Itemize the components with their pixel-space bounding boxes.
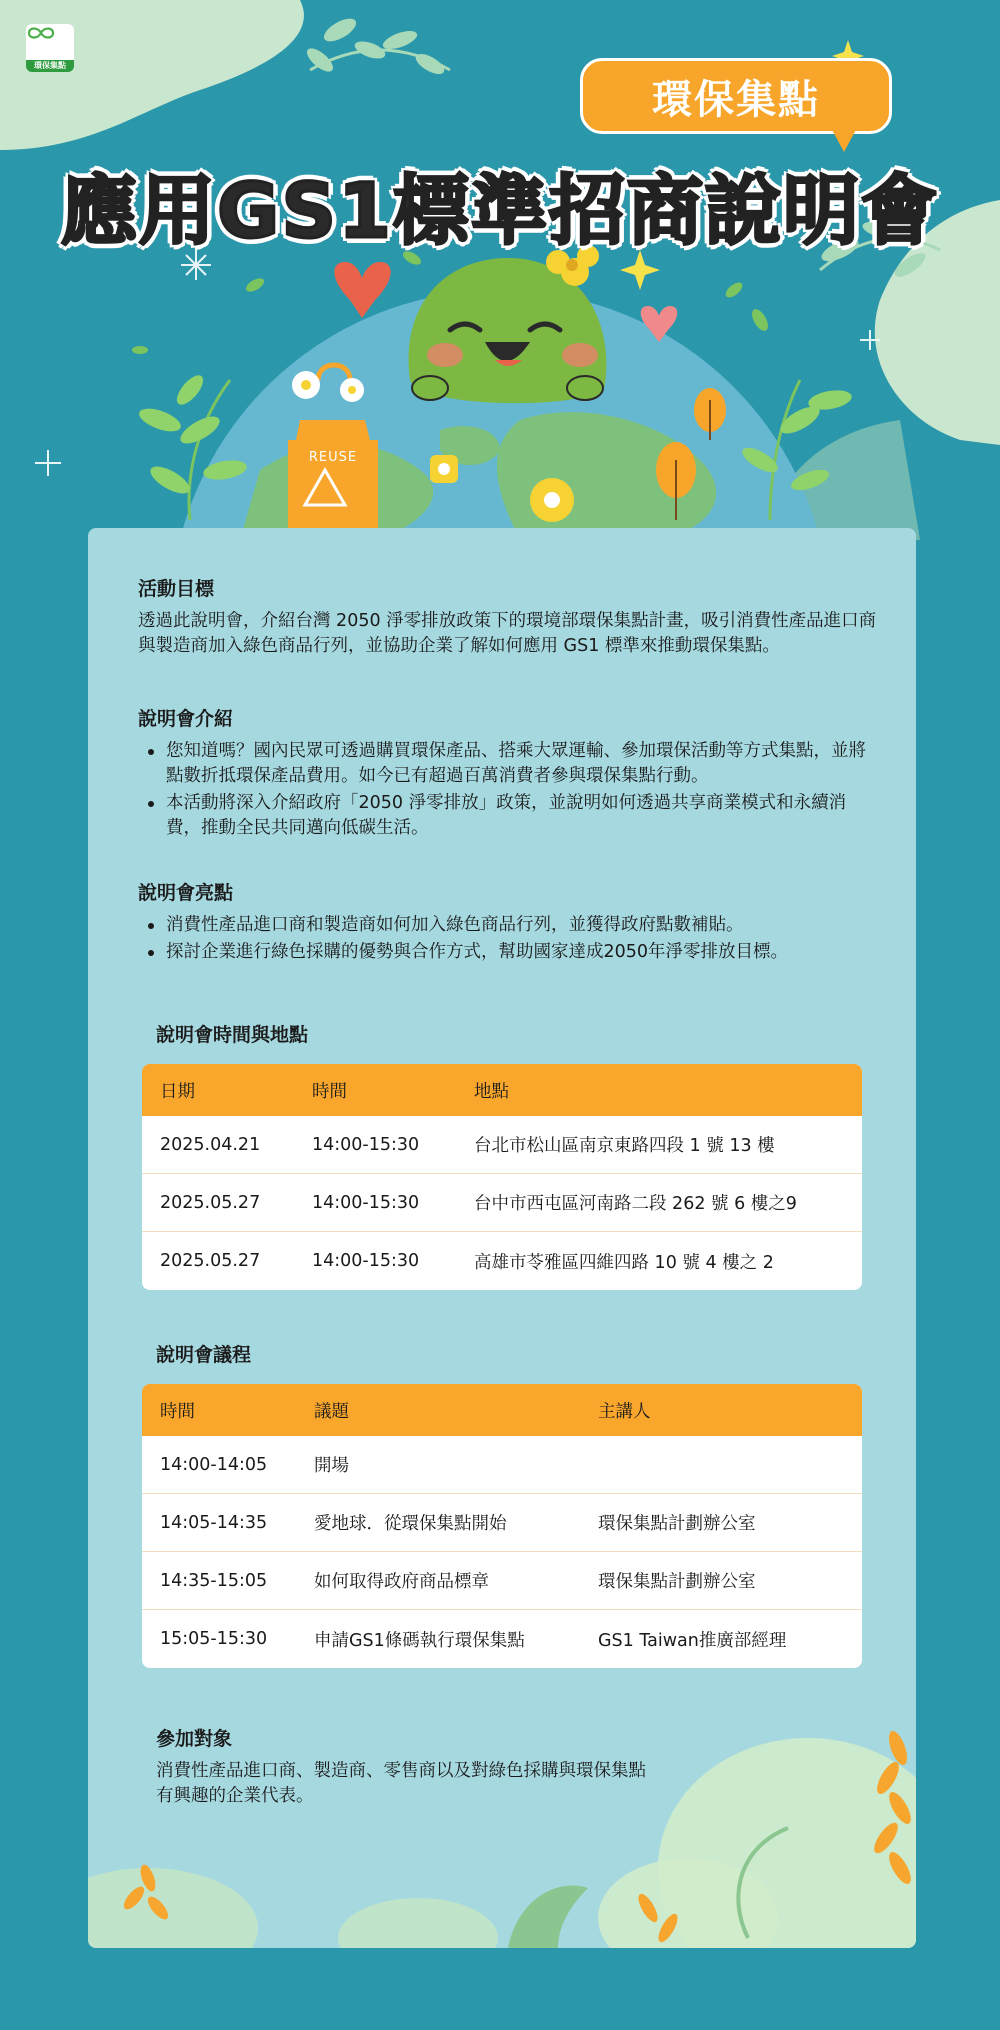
time-cell: 14:00-15:30 — [312, 1134, 420, 1155]
badge-tail — [830, 126, 858, 152]
speaker-cell: 環保集點計劃辦公室 — [598, 1572, 756, 1592]
heart-icon — [334, 262, 390, 318]
topic-cell: 如何取得政府商品標章 — [314, 1572, 489, 1592]
objective-text: 透過此說明會，介紹台灣 2050 淨零排放政策下的環境部環保集點計畫，吸引消費性產品進口商與製造商加入綠色商品行列，並協助企業了解如何應用 GS1 標準來推動環保集點。 — [138, 611, 877, 656]
intro-bullet: 本活動將深入介紹政府「2050 淨零排放」政策，並說明如何透過共享商業模式和永續消費，推動全民共同邁向低碳生活。 — [138, 791, 878, 841]
schedule-table — [142, 1064, 862, 1290]
objective-heading: 活動目標 — [138, 578, 215, 600]
column-header: 主講人 — [598, 1401, 651, 1422]
highlight-bullet: 探討企業進行綠色採購的優勢與合作方式，幫助國家達成2050年淨零排放目標。 — [138, 940, 878, 965]
table-row — [142, 1552, 862, 1610]
table-row — [142, 1174, 862, 1232]
time-cell: 15:05-15:30 — [160, 1629, 268, 1649]
agenda-table — [142, 1384, 862, 1668]
date-cell: 2025.05.27 — [160, 1251, 261, 1271]
column-header: 議題 — [314, 1401, 349, 1422]
intro-bullet: 您知道嗎？國內民眾可透過購買環保產品、搭乘大眾運輸、參加環保活動等方式集點，並將點數折抵環保產品費用。如今已有超過百萬消費者參與環保集點行動。 — [138, 739, 878, 789]
table-header — [142, 1384, 862, 1436]
table-row — [142, 1436, 862, 1494]
hero-banner — [0, 0, 1000, 540]
table-row — [142, 1494, 862, 1552]
time-cell: 14:00-15:30 — [312, 1251, 420, 1271]
logo-icon — [26, 24, 56, 42]
highlights-heading: 說明會亮點 — [138, 882, 234, 904]
speaker-cell: 環保集點計劃辦公室 — [598, 1514, 756, 1534]
intro-section — [138, 704, 878, 843]
page-title: 應用GS1標準招商說明會 — [61, 166, 939, 255]
table-row — [142, 1232, 862, 1290]
column-header: 日期 — [160, 1081, 195, 1102]
logo-label: 環保集點 — [26, 60, 74, 72]
highlight-bullet: 消費性產品進口商和製造商如何加入綠色商品行列，並獲得政府點數補貼。 — [138, 913, 878, 938]
time-cell: 14:05-14:35 — [160, 1512, 268, 1533]
speaker-cell: GS1 Taiwan推廣部經理 — [598, 1630, 787, 1651]
location-cell: 台北市松山區南京東路四段 1 號 13 樓 — [474, 1136, 775, 1156]
date-cell: 2025.04.21 — [160, 1134, 261, 1155]
table-row — [142, 1610, 862, 1668]
content-card — [88, 528, 916, 1948]
audience-line2: 有興趣的企業代表。 — [156, 1786, 314, 1806]
campaign-badge: 環保集點 — [580, 58, 892, 134]
agenda-heading: 說明會議程 — [156, 1344, 252, 1366]
time-cell: 14:00-15:30 — [312, 1192, 420, 1213]
bag-label: REUSE — [308, 450, 358, 465]
topic-cell: 愛地球．從環保集點開始 — [314, 1514, 507, 1534]
time-cell: 14:35-15:05 — [160, 1570, 268, 1591]
date-cell: 2025.05.27 — [160, 1192, 261, 1213]
location-cell: 台中市西屯區河南路二段 262 號 6 樓之9 — [474, 1194, 797, 1214]
objective-section — [138, 574, 878, 659]
intro-heading: 說明會介紹 — [138, 708, 234, 730]
location-cell: 高雄市苓雅區四維四路 10 號 4 樓之 2 — [474, 1252, 774, 1273]
table-row — [142, 1116, 862, 1174]
schedule-heading: 說明會時間與地點 — [156, 1024, 309, 1046]
logo[interactable] — [26, 24, 74, 72]
table-header — [142, 1064, 862, 1116]
audience-heading: 參加對象 — [156, 1728, 233, 1750]
column-header: 地點 — [474, 1081, 509, 1102]
column-header: 時間 — [312, 1081, 347, 1102]
highlights-section — [138, 878, 878, 967]
time-cell: 14:00-14:05 — [160, 1454, 268, 1475]
audience-section — [156, 1724, 896, 1809]
column-header: 時間 — [160, 1401, 195, 1422]
audience-line1: 消費性產品進口商、製造商、零售商以及對綠色採購與環保集點 — [156, 1761, 646, 1781]
topic-cell: 申請GS1條碼執行環保集點 — [314, 1630, 525, 1651]
topic-cell: 開場 — [314, 1456, 349, 1476]
